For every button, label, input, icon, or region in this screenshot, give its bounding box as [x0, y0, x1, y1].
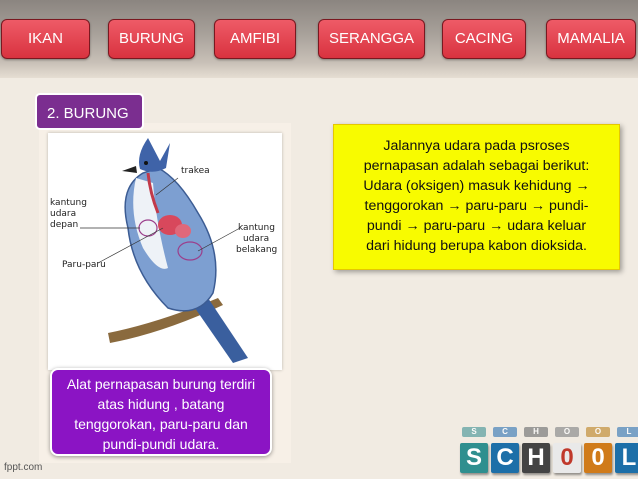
label-kantung-depan-1: kantung: [50, 198, 87, 208]
fppt-logo: fppt.com: [4, 462, 43, 473]
nav-button-amfibi[interactable]: AMFIBI: [214, 19, 296, 59]
school-top-block: H: [524, 427, 548, 437]
nav-button-cacing[interactable]: CACING: [442, 19, 526, 59]
info-line: Jalannya udara pada psroses: [383, 138, 570, 154]
lung-shape-2: [175, 224, 191, 238]
bird-eye-shape: [144, 161, 148, 165]
school-top-block: O: [586, 427, 610, 437]
info-line: pundi → paru-paru → udara keluar: [366, 218, 587, 234]
school-blocks-decoration: [438, 425, 638, 479]
bird-respiratory-diagram: [48, 133, 282, 370]
label-kantung-belakang-1: kantung: [238, 223, 275, 233]
nav-button-serangga[interactable]: SERANGGA: [318, 19, 425, 59]
school-block-s: S: [460, 443, 488, 473]
label-trakea: trakea: [181, 166, 210, 176]
info-line: Udara (oksigen) masuk kehidung →: [363, 178, 590, 194]
label-kantung-belakang-3: belakang: [236, 245, 278, 255]
school-top-block: C: [493, 427, 517, 437]
school-top-block: S: [462, 427, 486, 437]
info-line: tenggorokan → paru-paru → pundi-: [364, 198, 589, 214]
label-kantung-depan-3: depan: [50, 220, 79, 230]
school-block-0: 0: [553, 443, 581, 473]
label-paru-paru: Paru-paru: [62, 260, 106, 270]
summary-line: atas hidung , batang: [97, 396, 225, 412]
school-top-block: O: [555, 427, 579, 437]
summary-line: tenggorokan, paru-paru dan: [74, 416, 248, 432]
label-kantung-depan-2: udara: [50, 209, 77, 219]
info-line: pernapasan adalah sebagai berikut:: [363, 158, 590, 174]
air-flow-info-box: [333, 124, 620, 270]
school-block-0b: 0: [584, 443, 612, 473]
info-line: dari hidung berupa kabon dioksida.: [366, 238, 587, 254]
school-top-block: L: [617, 427, 638, 437]
bird-crest-shape: [139, 138, 170, 172]
bird-beak-shape: [122, 166, 137, 173]
school-block-l: L: [615, 443, 638, 473]
school-block-h: H: [522, 443, 550, 473]
summary-box: [50, 368, 272, 456]
nav-button-ikan[interactable]: IKAN: [1, 19, 90, 59]
label-kantung-belakang-2: udara: [243, 234, 270, 244]
nav-button-mamalia[interactable]: MAMALIA: [546, 19, 636, 59]
summary-line: pundi-pundi udara.: [102, 436, 220, 452]
section-title-badge: 2. BURUNG: [35, 93, 144, 130]
summary-line: Alat pernapasan burung terdiri: [66, 376, 256, 392]
nav-button-burung[interactable]: BURUNG: [108, 19, 195, 59]
top-nav-bar: [0, 0, 638, 78]
school-block-c: C: [491, 443, 519, 473]
